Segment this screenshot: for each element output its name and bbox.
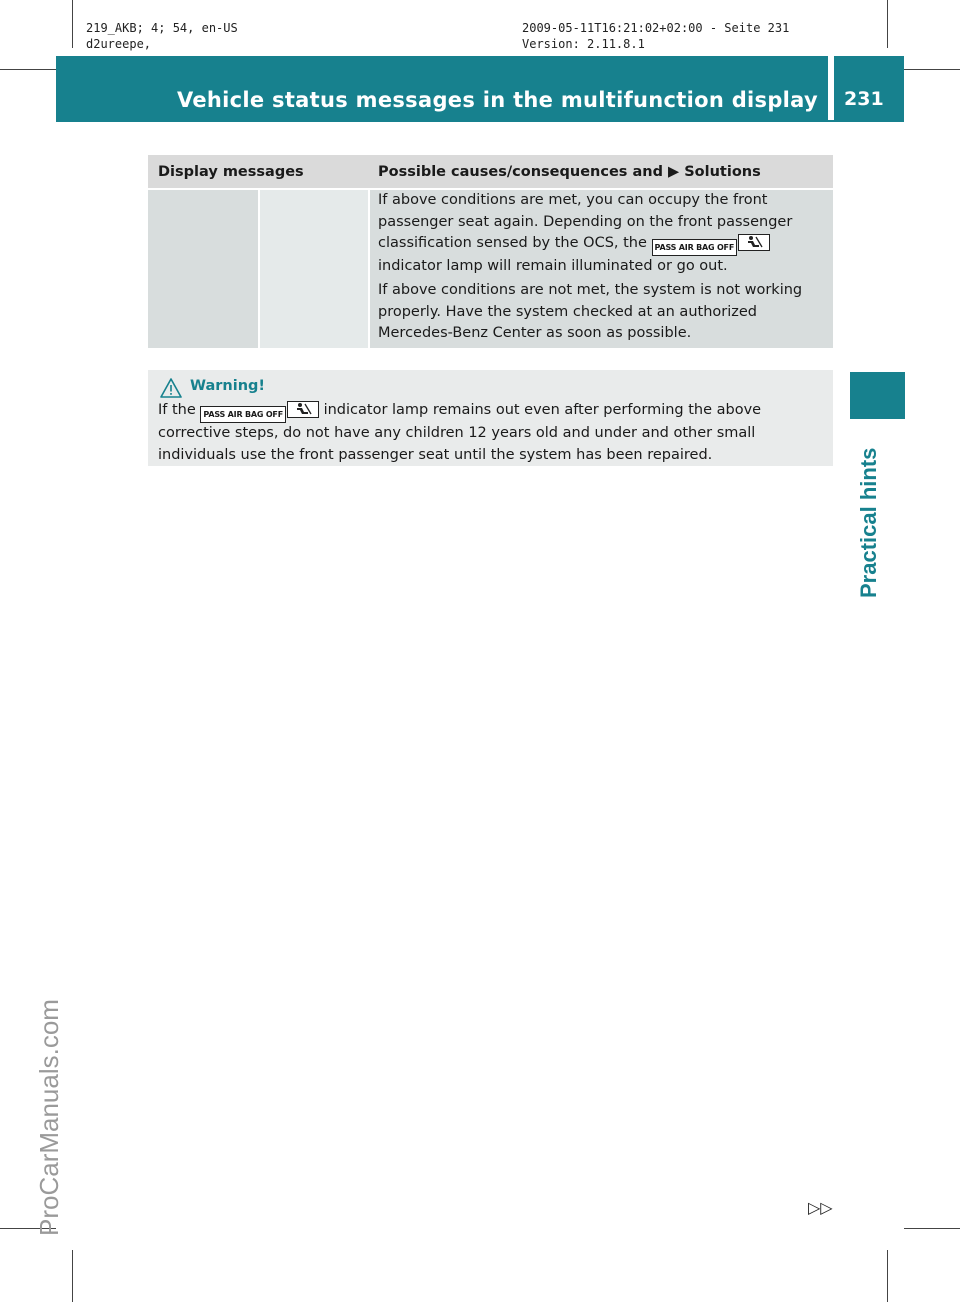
seat-occupant-icon <box>738 234 770 251</box>
crop-mark <box>72 0 73 48</box>
paragraph-text: indicator lamp will remain illuminated or go out. <box>378 258 728 274</box>
column-header-display-messages: Display messages <box>158 164 304 180</box>
column-header-text: Solutions <box>684 164 761 180</box>
page-number: 231 <box>844 88 884 110</box>
crop-mark <box>904 1228 960 1229</box>
header-rule <box>56 120 904 122</box>
arrow-right-icon: ▶ <box>668 164 680 180</box>
table-cell-solutions <box>370 190 833 348</box>
watermark: ProCarManuals.com <box>34 999 64 1236</box>
table-header <box>148 155 833 188</box>
continue-marker: ▷▷ <box>808 1198 833 1217</box>
pass-air-bag-off-icon: PASS AIR BAG OFF <box>200 406 286 423</box>
print-meta-line: 219_AKB; 4; 54, en-US <box>86 21 238 35</box>
chapter-label: Practical hints <box>856 447 881 598</box>
crop-mark <box>904 69 960 70</box>
crop-mark <box>887 0 888 48</box>
solution-paragraph <box>378 190 828 278</box>
section-title: Vehicle status messages in the multifunction display <box>176 88 818 112</box>
print-meta-line: Version: 2.11.8.1 <box>522 37 645 51</box>
seat-occupant-icon <box>287 401 319 418</box>
page-number-box <box>834 56 904 120</box>
print-meta-line: 2009-05-11T16:21:02+02:00 - Seite 231 <box>522 21 790 35</box>
warning-text-part: indicator lamp remains out even after performing the above corrective steps, do not have any children 12 years old and under and other small individuals use the front passenger seat until the system has been repaired. <box>158 402 762 463</box>
table-cell-empty <box>260 190 368 348</box>
print-meta-right <box>522 20 789 52</box>
warning-text <box>158 400 830 466</box>
column-header-causes <box>378 164 761 180</box>
table-cell-display-message <box>148 190 258 348</box>
crop-mark <box>887 1250 888 1302</box>
paragraph-text: If above conditions are met, you can occupy the front passenger seat again. Depending on the front passenger classification sensed by the OCS, the <box>378 192 793 251</box>
section-title-bar <box>56 56 828 120</box>
print-meta-line: d2ureepe, <box>86 37 152 51</box>
warning-text-part: If the <box>158 402 196 418</box>
warning-box <box>148 370 833 466</box>
pass-air-bag-off-icon: PASS AIR BAG OFF <box>652 239 738 256</box>
solution-paragraph: If above conditions are not met, the system is not working properly. Have the system checked at an authorized Mercedes-Benz Center as soon as possible. <box>378 282 803 341</box>
crop-mark <box>0 69 56 70</box>
column-header-text: Possible causes/consequences and <box>378 164 663 180</box>
print-meta-left <box>86 20 238 52</box>
warning-triangle-icon <box>160 378 182 402</box>
crop-mark <box>72 1250 73 1302</box>
warning-title: Warning! <box>190 378 266 394</box>
